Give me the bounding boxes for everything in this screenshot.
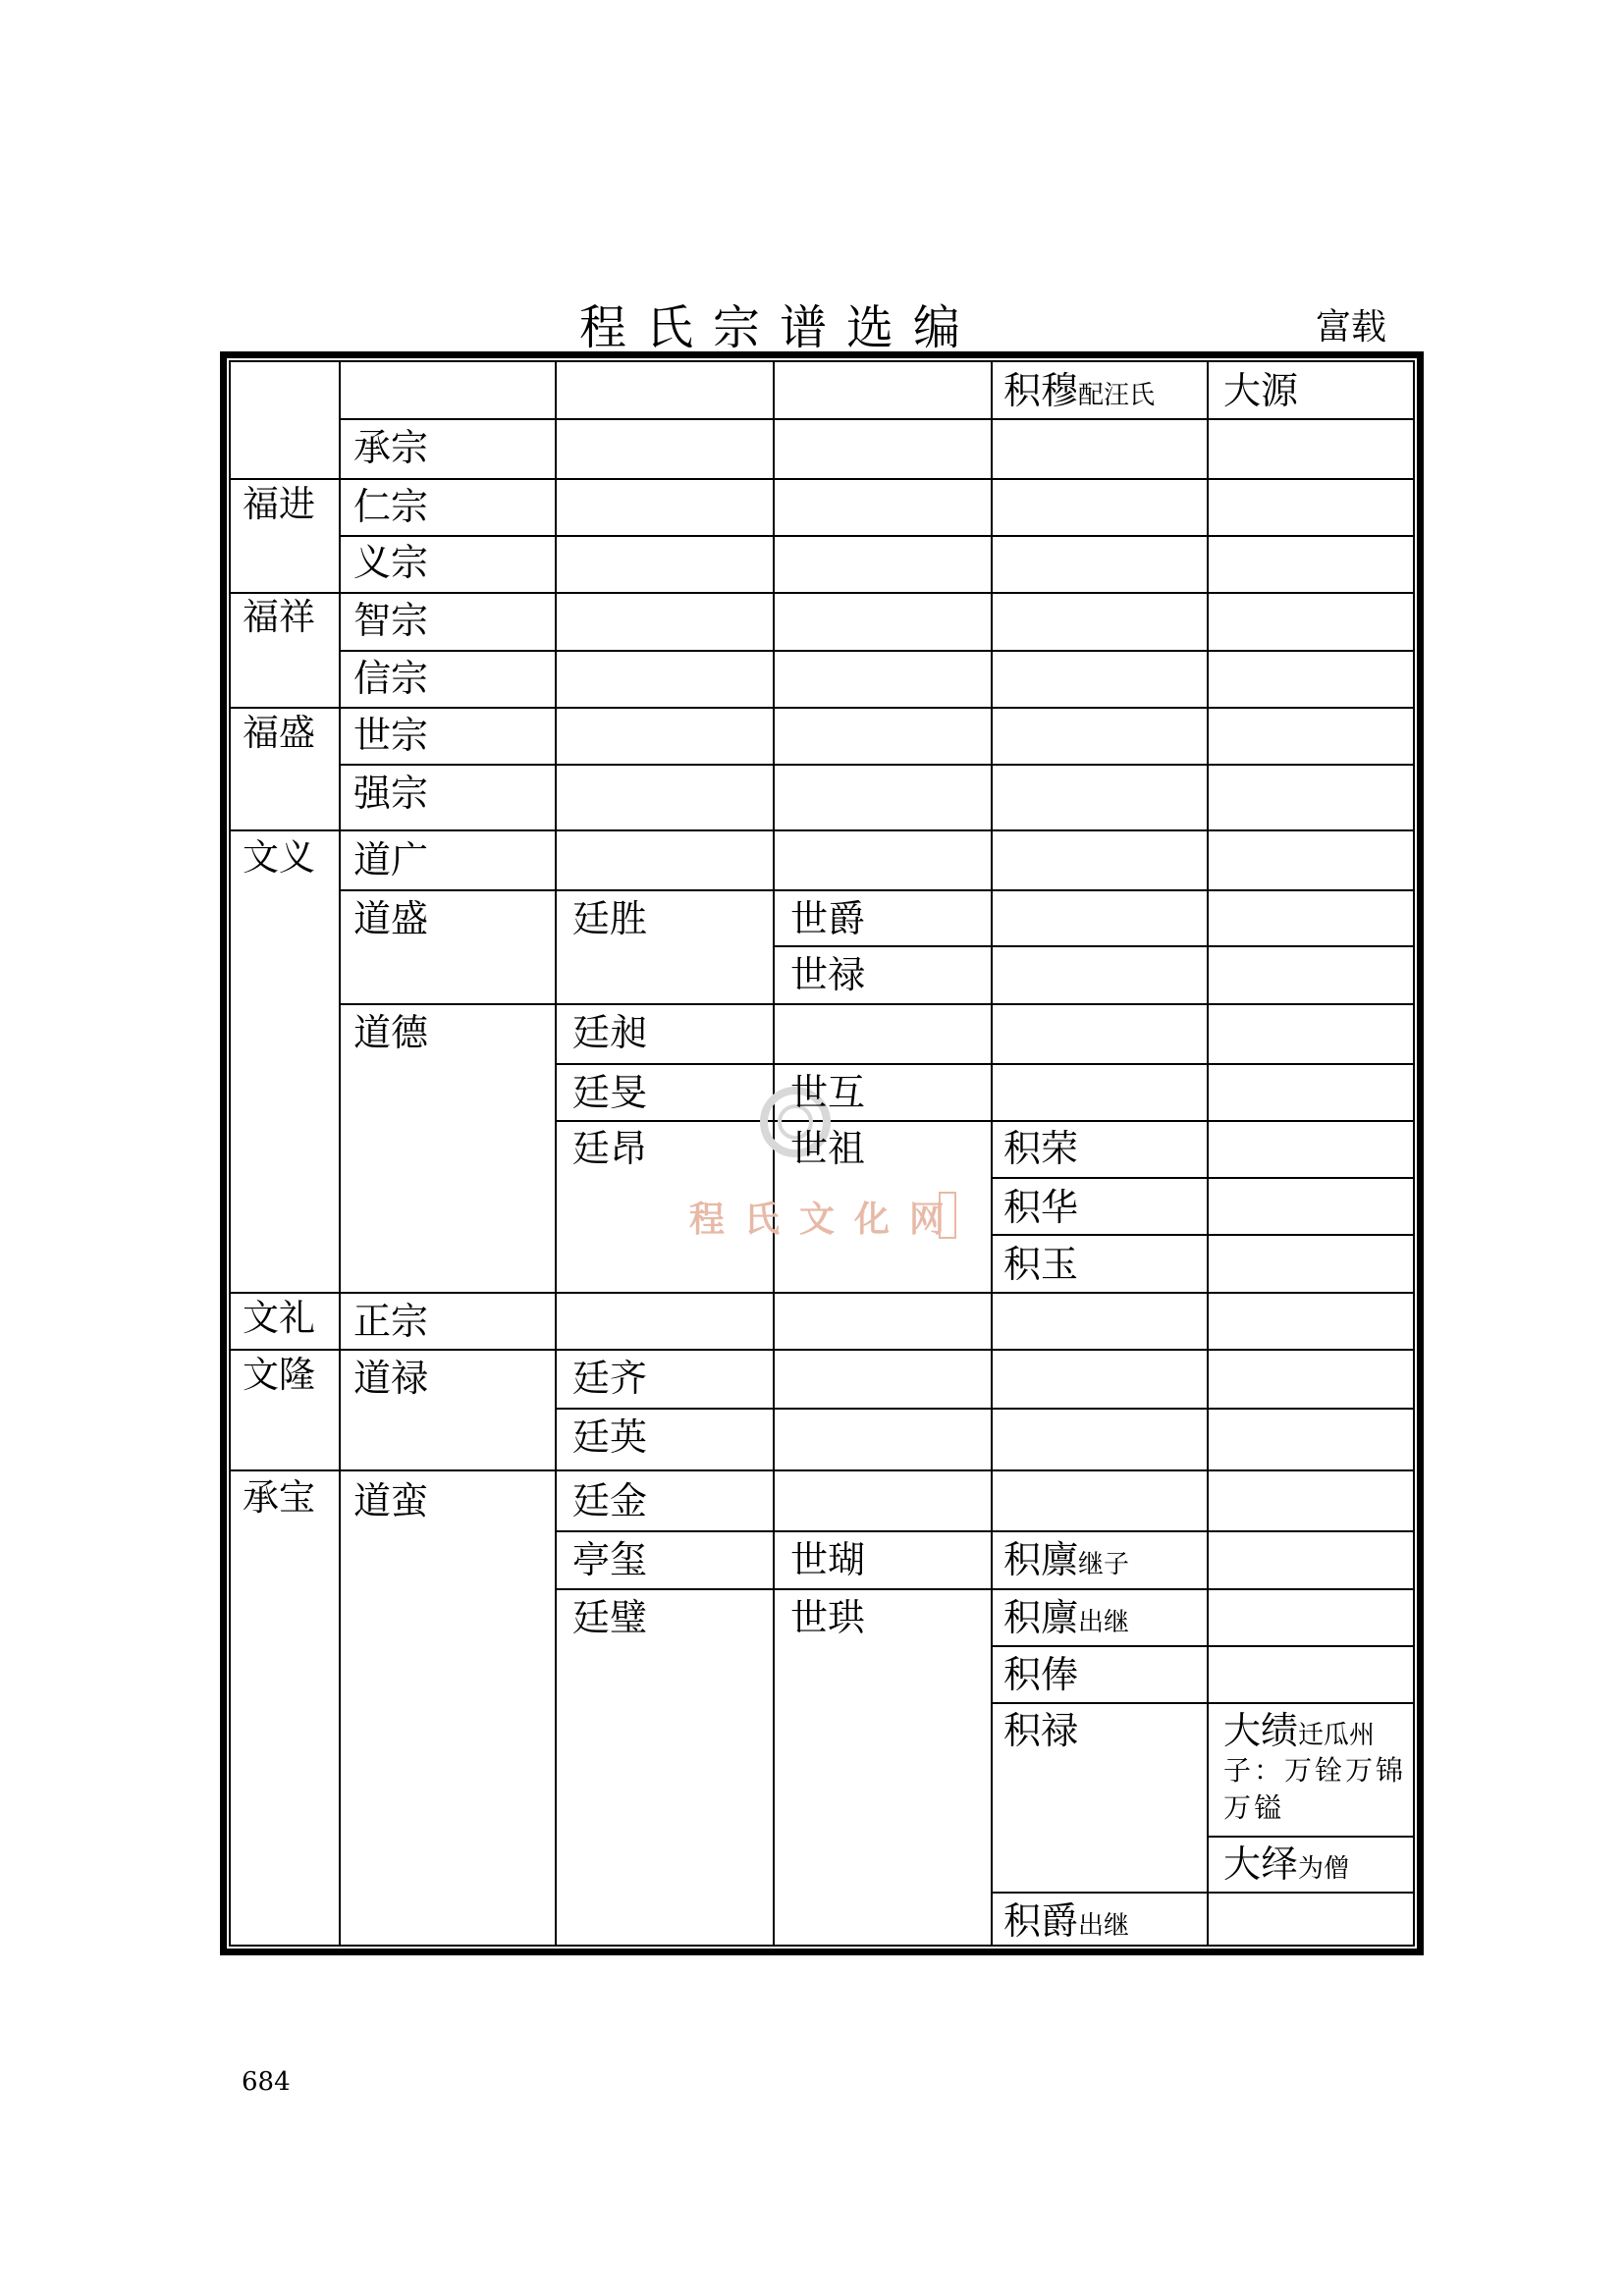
grid-horizontal-line — [339, 889, 1415, 891]
cell-r7c1: 世宗 — [353, 714, 429, 757]
grid-horizontal-line — [231, 1292, 1415, 1294]
cell-r8c1: 强宗 — [353, 772, 429, 815]
cell-r9c0: 文义 — [243, 836, 315, 879]
grid-horizontal-line — [339, 764, 1415, 766]
cell-r2c1: 承宗 — [353, 426, 429, 469]
cell-r18c2: 廷齐 — [572, 1357, 648, 1400]
grid-vertical-line — [339, 362, 341, 1945]
grid-horizontal-line — [555, 1530, 1415, 1532]
grid-horizontal-line — [339, 1003, 1415, 1005]
grid-horizontal-line — [231, 592, 1415, 594]
grid-horizontal-line — [555, 1408, 1415, 1410]
grid-horizontal-line — [231, 478, 1415, 480]
grid-horizontal-line — [991, 1892, 1415, 1894]
grid-horizontal-line — [231, 1469, 1415, 1471]
grid-horizontal-line — [1207, 1836, 1415, 1838]
cell-r22c2: 廷璧 — [572, 1596, 648, 1639]
cell-r20c0: 承宝 — [243, 1476, 315, 1519]
cell-r5c0: 福祥 — [243, 596, 315, 638]
grid-horizontal-line — [555, 1588, 1415, 1590]
cell-r25c5: 大绎为僧 — [1223, 1842, 1350, 1886]
cell-r14c3: 世祖 — [790, 1127, 866, 1170]
grid-horizontal-line — [991, 1177, 1415, 1179]
grid-horizontal-line — [991, 1234, 1415, 1236]
grid-horizontal-line — [991, 1702, 1415, 1704]
grid-horizontal-line — [991, 1645, 1415, 1647]
grid-horizontal-line — [231, 1349, 1415, 1351]
cell-r13c3: 世互 — [790, 1071, 866, 1114]
cell-r10c3: 世爵 — [790, 897, 866, 940]
cell-r21c3: 世瑚 — [790, 1538, 866, 1581]
cell-r1c5: 大源 — [1223, 369, 1299, 412]
cell-r5c1: 智宗 — [353, 599, 429, 642]
branch-name: 富载 — [1316, 307, 1387, 347]
grid-horizontal-line — [339, 535, 1415, 537]
cell-r7c0: 福盛 — [243, 712, 315, 754]
cell-r22c4: 积廪出继 — [1003, 1596, 1130, 1639]
cell-r20c1: 道蛮 — [353, 1479, 429, 1522]
cell-r3c0: 福进 — [243, 483, 315, 525]
cell-r14c4: 积荣 — [1003, 1127, 1079, 1170]
cell-r16c4: 积玉 — [1003, 1243, 1079, 1286]
cell-r10c1: 道盛 — [353, 897, 429, 940]
cell-r26c4: 积爵出继 — [1003, 1899, 1130, 1943]
cell-r6c1: 信宗 — [353, 657, 429, 700]
cell-r22c3: 世珙 — [790, 1596, 866, 1639]
watermark-text: 程氏文化网 — [689, 1199, 965, 1240]
cell-r18c0: 文隆 — [243, 1354, 315, 1396]
cell-r17c1: 正宗 — [353, 1300, 429, 1343]
grid-horizontal-line — [555, 1120, 1415, 1122]
grid-horizontal-line — [339, 650, 1415, 652]
grid-vertical-line — [991, 362, 993, 1945]
cell-r21c4: 积廪继子 — [1003, 1538, 1130, 1581]
cell-r19c2: 廷英 — [572, 1415, 648, 1459]
cell-r24c5: 大绩迁瓜州 — [1223, 1709, 1376, 1752]
grid-horizontal-line — [339, 418, 1415, 420]
cell-r23c4: 积俸 — [1003, 1653, 1079, 1696]
grid-horizontal-line — [231, 829, 1415, 831]
cell-r13c2: 廷旻 — [572, 1071, 648, 1114]
cell-r11c3: 世禄 — [790, 953, 866, 996]
cell-r4c1: 义宗 — [353, 541, 429, 584]
cell-r14c2: 廷昂 — [572, 1127, 648, 1170]
cell-r20c2: 廷金 — [572, 1479, 648, 1522]
grid-horizontal-line — [555, 1063, 1415, 1065]
cell-r24c5-extra: 子：万铨万锦万镒 — [1223, 1754, 1407, 1824]
watermark-seal — [939, 1192, 956, 1239]
cell-r9c1: 道广 — [353, 838, 429, 881]
cell-r24c4: 积禄 — [1003, 1709, 1079, 1752]
cell-r21c2: 亭玺 — [572, 1538, 648, 1581]
cell-r12c2: 廷昶 — [572, 1011, 648, 1054]
grid-horizontal-line — [231, 707, 1415, 709]
page-title: 程氏宗谱选编 — [579, 300, 981, 355]
page-number: 684 — [242, 2067, 291, 2097]
cell-r3c1: 仁宗 — [353, 485, 429, 528]
cell-r10c2: 廷胜 — [572, 897, 648, 940]
cell-r1c4: 积穆配汪氏 — [1003, 369, 1156, 412]
cell-r18c1: 道禄 — [353, 1357, 429, 1400]
grid-vertical-line — [555, 362, 557, 1945]
grid-vertical-line — [1207, 362, 1209, 1945]
cell-r15c4: 积华 — [1003, 1186, 1079, 1229]
grid-horizontal-line — [773, 945, 1415, 947]
cell-r12c1: 道德 — [353, 1011, 429, 1054]
cell-r17c0: 文礼 — [243, 1297, 315, 1339]
